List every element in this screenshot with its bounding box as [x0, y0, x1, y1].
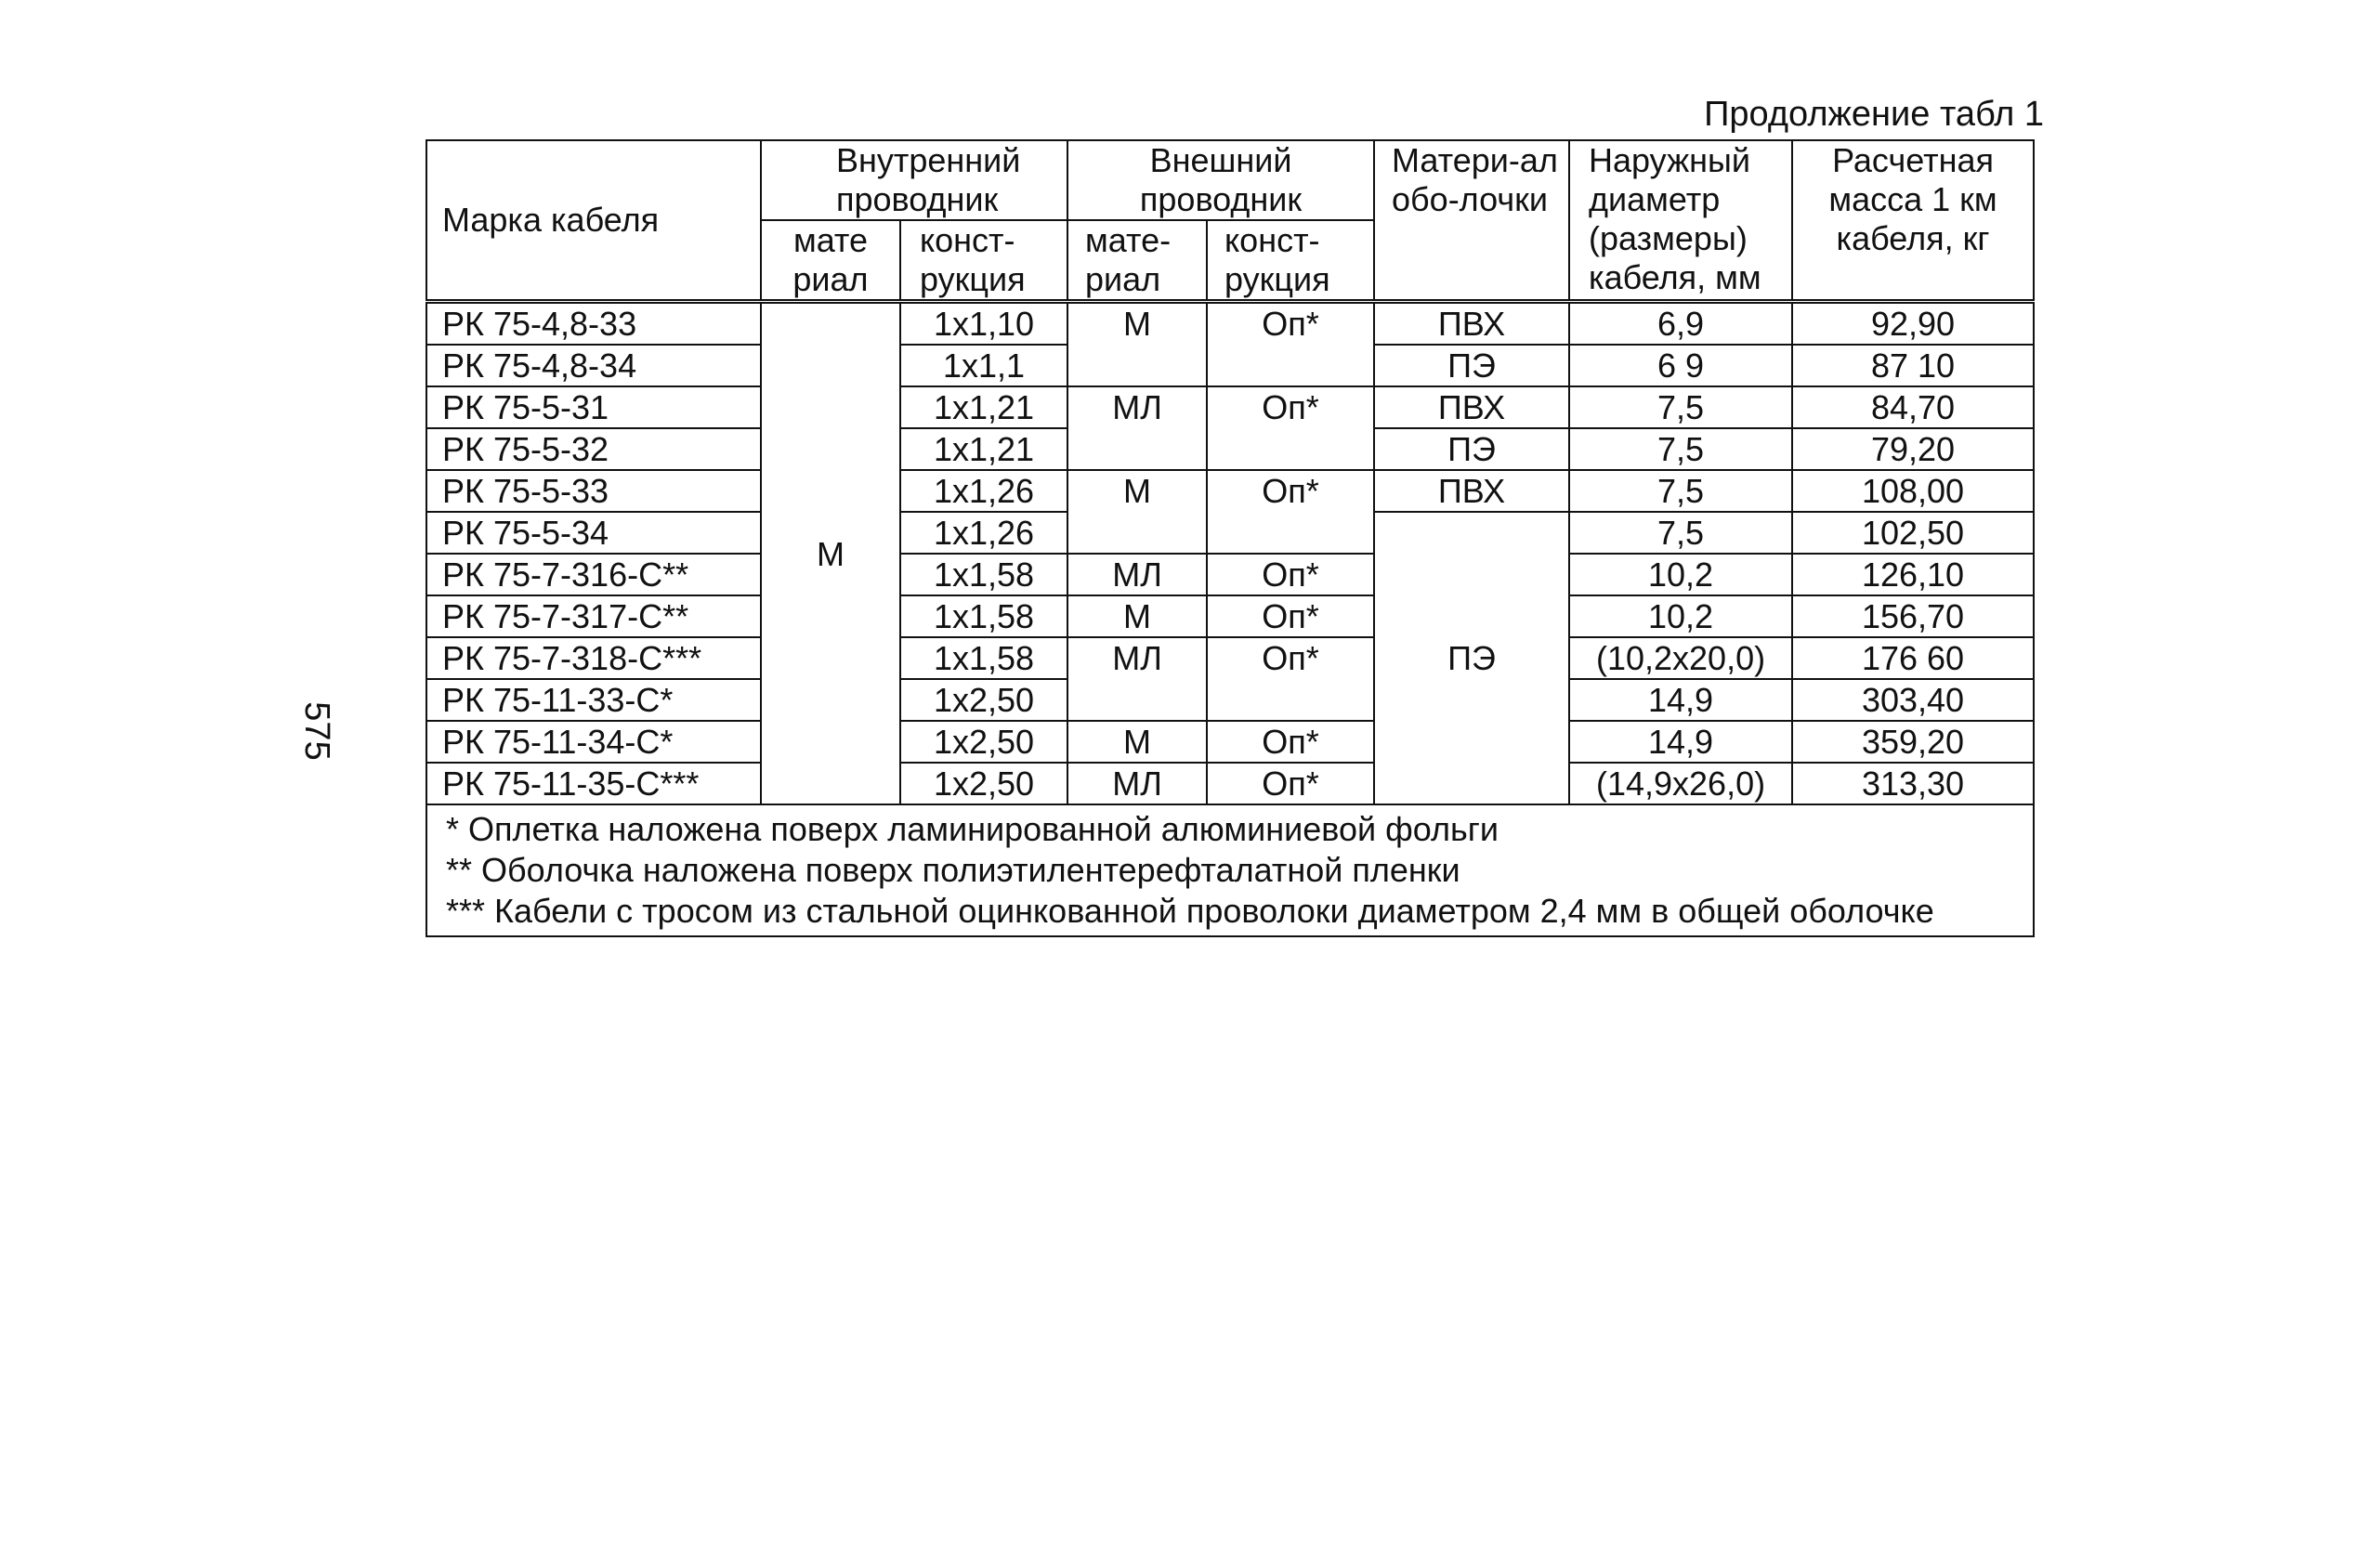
inner-construction: 1х1,21	[900, 386, 1067, 428]
outer-diameter: 14,9	[1569, 679, 1792, 721]
header-outer-construction: конст-рукция	[1207, 220, 1374, 302]
outer-material: М	[1067, 302, 1207, 387]
sheath-material: ПВХ	[1374, 302, 1569, 346]
table-row	[426, 302, 2034, 346]
sheath-material: ПВХ	[1374, 470, 1569, 512]
outer-material: МЛ	[1067, 554, 1207, 595]
table-row	[426, 763, 2034, 804]
outer-diameter: (14,9х26,0)	[1569, 763, 1792, 804]
cable-brand: РК 75-11-34-С*	[426, 721, 761, 763]
outer-material: МЛ	[1067, 637, 1207, 721]
outer-diameter: 7,5	[1569, 428, 1792, 470]
cable-brand: РК 75-5-33	[426, 470, 761, 512]
table-row	[426, 721, 2034, 763]
cable-mass: 84,70	[1792, 386, 2034, 428]
outer-diameter: 7,5	[1569, 386, 1792, 428]
sheath-material-pe-merged: ПЭ	[1374, 512, 1569, 804]
outer-material: М	[1067, 470, 1207, 554]
outer-diameter: 6,9	[1569, 302, 1792, 346]
outer-material: М	[1067, 595, 1207, 637]
header-sheath-material: Матери-ал обо-лочки	[1374, 140, 1569, 302]
footnotes	[426, 804, 2034, 936]
cable-brand: РК 75-4,8-33	[426, 302, 761, 346]
header-outer-conductor: Внешний проводник	[1067, 140, 1374, 220]
inner-construction: 1х1,1	[900, 345, 1067, 386]
cable-mass: 303,40	[1792, 679, 2034, 721]
outer-diameter: 6 9	[1569, 345, 1792, 386]
cable-brand: РК 75-5-31	[426, 386, 761, 428]
table-row	[426, 386, 2034, 428]
footnotes-row	[426, 804, 2034, 936]
footnote-3: *** Кабели с тросом из стальной оцинкованной проволоки диаметром 2,4 мм в общей оболочке	[446, 892, 1934, 930]
table-row	[426, 637, 2034, 679]
outer-diameter: 7,5	[1569, 512, 1792, 554]
cable-mass: 176 60	[1792, 637, 2034, 679]
cable-mass: 156,70	[1792, 595, 2034, 637]
cable-mass: 87 10	[1792, 345, 2034, 386]
header-outer-material: мате-риал	[1067, 220, 1207, 302]
inner-construction: 1х1,58	[900, 637, 1067, 679]
outer-material: М	[1067, 721, 1207, 763]
inner-construction: 1х2,50	[900, 679, 1067, 721]
header-inner-conductor: Внутренний проводник	[761, 140, 1067, 220]
outer-construction: Оп*	[1207, 763, 1374, 804]
cable-table	[426, 139, 2035, 937]
cable-brand: РК 75-5-32	[426, 428, 761, 470]
outer-material: МЛ	[1067, 386, 1207, 470]
cable-brand: РК 75-11-33-С*	[426, 679, 761, 721]
outer-diameter: (10,2х20,0)	[1569, 637, 1792, 679]
header-brand: Марка кабеля	[426, 140, 761, 302]
header-inner-construction: конст-рукция	[900, 220, 1067, 302]
inner-construction: 1х1,26	[900, 470, 1067, 512]
cable-mass: 359,20	[1792, 721, 2034, 763]
outer-diameter: 10,2	[1569, 554, 1792, 595]
inner-construction: 1х1,26	[900, 512, 1067, 554]
inner-construction: 1х1,21	[900, 428, 1067, 470]
cable-mass: 313,30	[1792, 763, 2034, 804]
cable-brand: РК 75-7-316-С**	[426, 554, 761, 595]
outer-construction: Оп*	[1207, 595, 1374, 637]
outer-diameter: 7,5	[1569, 470, 1792, 512]
cable-mass: 102,50	[1792, 512, 2034, 554]
header-calculated-mass: Расчетная масса 1 км кабеля, кг	[1792, 140, 2034, 302]
inner-construction: 1х1,10	[900, 302, 1067, 346]
table-row	[426, 554, 2034, 595]
outer-construction: Оп*	[1207, 554, 1374, 595]
sheath-material: ПЭ	[1374, 428, 1569, 470]
table-row	[426, 470, 2034, 512]
outer-construction: Оп*	[1207, 721, 1374, 763]
inner-construction: 1х2,50	[900, 721, 1067, 763]
footnote-1: * Оплетка наложена поверх ламинированной алюминиевой фольги	[446, 810, 1499, 848]
cable-brand: РК 75-5-34	[426, 512, 761, 554]
outer-diameter: 10,2	[1569, 595, 1792, 637]
cable-mass: 126,10	[1792, 554, 2034, 595]
outer-construction: Оп*	[1207, 470, 1374, 554]
sheath-material: ПВХ	[1374, 386, 1569, 428]
page-number: 575	[297, 701, 336, 761]
inner-construction: 1х1,58	[900, 595, 1067, 637]
cable-brand: РК 75-7-317-С**	[426, 595, 761, 637]
cable-brand: РК 75-4,8-34	[426, 345, 761, 386]
outer-diameter: 14,9	[1569, 721, 1792, 763]
header-inner-material: мате риал	[761, 220, 900, 302]
table-caption: Продолжение табл 1	[1704, 95, 2044, 134]
inner-material-cell: М	[761, 302, 900, 805]
outer-construction: Оп*	[1207, 637, 1374, 721]
cable-mass: 79,20	[1792, 428, 2034, 470]
cable-brand: РК 75-11-35-С***	[426, 763, 761, 804]
footnote-2: ** Оболочка наложена поверх полиэтилентерефталатной пленки	[446, 851, 1460, 889]
cable-mass: 108,00	[1792, 470, 2034, 512]
outer-construction: Оп*	[1207, 386, 1374, 470]
inner-construction: 1х2,50	[900, 763, 1067, 804]
sheath-material: ПЭ	[1374, 345, 1569, 386]
table-row	[426, 595, 2034, 637]
header-outer-diameter: Наружный диаметр (размеры) кабеля, мм	[1569, 140, 1792, 302]
outer-material: МЛ	[1067, 763, 1207, 804]
cable-brand: РК 75-7-318-С***	[426, 637, 761, 679]
cable-mass: 92,90	[1792, 302, 2034, 346]
outer-construction: Оп*	[1207, 302, 1374, 387]
inner-construction: 1х1,58	[900, 554, 1067, 595]
